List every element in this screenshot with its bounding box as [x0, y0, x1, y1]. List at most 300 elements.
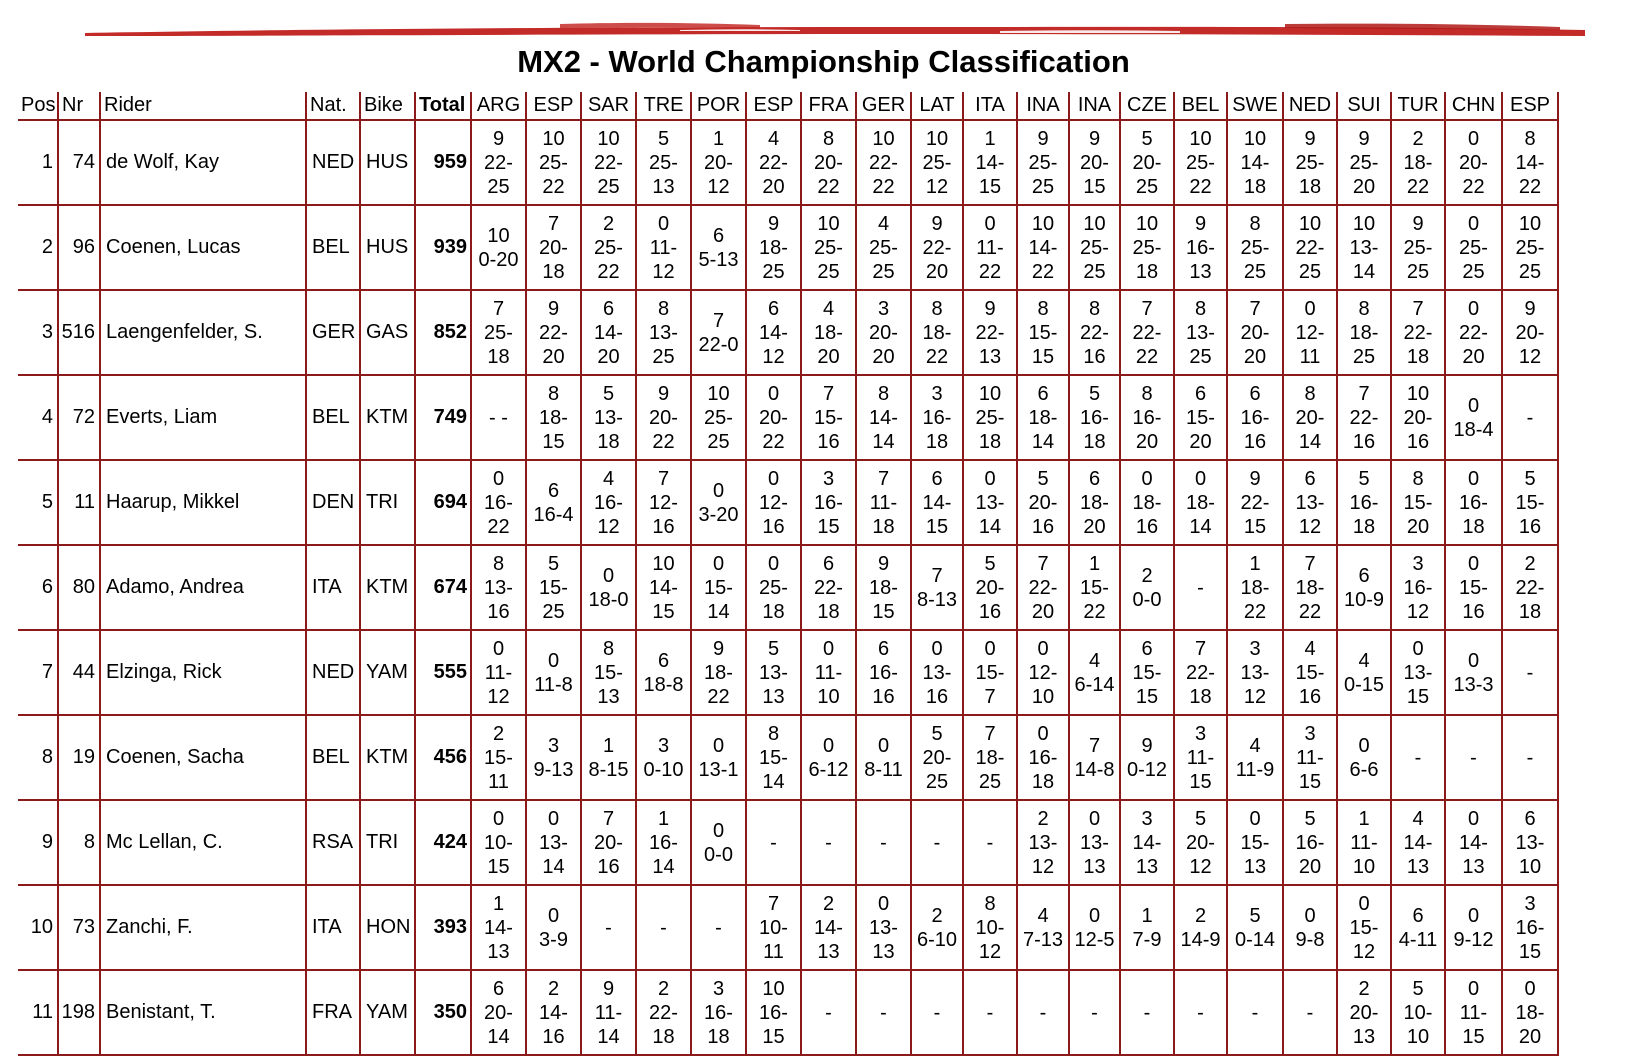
- race-result-line: 13-: [594, 406, 623, 429]
- nat-cell: FRA: [307, 971, 361, 1056]
- race-result-line: 0: [984, 212, 996, 235]
- race-result-cell: [1446, 376, 1503, 461]
- pos-cell: 7: [18, 631, 59, 716]
- race-result-line: 22: [978, 260, 1002, 283]
- race-result-line: 16: [487, 600, 510, 623]
- race-result-line: 13: [652, 175, 675, 198]
- race-result-line: 14: [872, 430, 895, 453]
- pos-cell: 5: [18, 461, 59, 546]
- race-result-cell: [802, 546, 857, 631]
- race-result-cell: [857, 716, 912, 801]
- race-result-line: 20-: [1186, 831, 1215, 854]
- race-result-line: 6: [602, 297, 615, 320]
- race-result-line: 14: [487, 1025, 510, 1048]
- race-result-cell: [802, 631, 857, 716]
- race-result-line: 20-: [1028, 491, 1058, 514]
- race-result-line: 15-: [704, 576, 733, 599]
- race-result-cell: [692, 716, 747, 801]
- race-result-line: 25-: [759, 576, 788, 599]
- nr-cell: 8: [59, 801, 101, 886]
- race-result-cell: [857, 886, 912, 971]
- race-result-cell: [912, 631, 964, 716]
- race-result-line: 13: [1406, 855, 1430, 878]
- race-result-line: 0: [1467, 904, 1480, 927]
- race-result-cell: [1018, 206, 1070, 291]
- race-result-cell: [472, 376, 527, 461]
- race-result-line: 8-15: [588, 758, 629, 781]
- race-result-line: 13-1: [698, 758, 739, 781]
- header-race-bel: BEL: [1175, 92, 1228, 121]
- race-result-cell: [1018, 886, 1070, 971]
- race-result-line: 25: [1462, 260, 1485, 283]
- race-result-cell: [637, 801, 692, 886]
- race-result-line: 25-: [484, 321, 513, 344]
- race-result-line: 20-: [484, 1001, 513, 1024]
- race-result-line: 18: [1189, 685, 1212, 708]
- pos-cell: 8: [18, 716, 59, 801]
- race-result-cell: [964, 886, 1018, 971]
- race-result-line: 4: [1304, 637, 1316, 660]
- race-result-line: 9: [931, 212, 943, 235]
- race-result-line: 9-12: [1453, 928, 1494, 951]
- header-race-esp: ESP: [527, 92, 582, 121]
- header-race-ina: INA: [1070, 92, 1121, 121]
- race-result-line: 0: [1358, 892, 1370, 915]
- header-race-swe: SWE: [1228, 92, 1284, 121]
- race-result-cell: [1446, 716, 1503, 801]
- race-result-line: 25-: [869, 236, 898, 259]
- race-result-cell: [637, 461, 692, 546]
- race-result-line: 16-: [1349, 491, 1379, 514]
- race-result-line: 15-: [759, 746, 788, 769]
- race-result-line: 14-: [594, 321, 623, 344]
- race-result-line: 22-: [1295, 236, 1325, 259]
- race-result-line: 10: [1189, 127, 1212, 150]
- race-result-line: 9: [877, 552, 890, 575]
- rider-cell: Mc Lellan, C.: [101, 801, 307, 886]
- race-result-cell: [802, 971, 857, 1056]
- race-result-line: 20: [1189, 430, 1212, 453]
- race-result-cell: [637, 631, 692, 716]
- race-result-cell: [1175, 631, 1228, 716]
- race-result-cell: [1503, 376, 1559, 461]
- race-result-cell: [1070, 631, 1121, 716]
- race-result-line: 12-: [649, 491, 678, 514]
- table-row: [18, 461, 1559, 546]
- race-result-cell: [527, 291, 582, 376]
- race-result-line: 16-: [1403, 576, 1433, 599]
- race-result-line: 20-: [869, 321, 898, 344]
- race-result-cell: [1446, 546, 1503, 631]
- race-result-line: 6: [1358, 564, 1370, 587]
- race-result-line: 20-: [975, 576, 1005, 599]
- race-result-line: 7: [984, 722, 996, 745]
- race-result-line: 15: [1135, 685, 1159, 708]
- race-result-line: 15-: [594, 661, 623, 684]
- race-result-line: 4: [877, 212, 890, 235]
- race-result-line: 22: [1298, 600, 1322, 623]
- race-result-cell: [472, 971, 527, 1056]
- race-result-line: 15-: [1349, 916, 1379, 939]
- race-result-line: 15: [1243, 515, 1267, 538]
- race-result-cell: [964, 801, 1018, 886]
- header-nr: Nr: [59, 92, 101, 121]
- race-result-line: 3: [1524, 892, 1536, 915]
- race-result-line: 5: [1088, 382, 1101, 405]
- race-result-line: 6: [1088, 467, 1101, 490]
- race-result-cell: [527, 376, 582, 461]
- race-result-line: 12: [1031, 855, 1055, 878]
- race-result-line: 5: [547, 552, 560, 575]
- race-result-line: 0: [1037, 722, 1049, 745]
- race-result-cell: [1503, 801, 1559, 886]
- race-result-line: 10: [1406, 1025, 1430, 1048]
- race-result-line: 25-: [1080, 236, 1109, 259]
- race-result-cell: [472, 121, 527, 206]
- race-result-line: 14-: [649, 576, 678, 599]
- race-result-line: 12: [1298, 515, 1322, 538]
- race-result-line: 10: [1031, 212, 1055, 235]
- race-result-cell: [582, 546, 637, 631]
- race-result-line: 15-: [539, 576, 568, 599]
- race-result-cell: [692, 376, 747, 461]
- race-result-line: 12-: [759, 491, 788, 514]
- race-result-line: 5: [602, 382, 615, 405]
- total-cell: 674: [416, 546, 472, 631]
- race-result-line: 9: [547, 297, 560, 320]
- race-result-cell: [802, 291, 857, 376]
- race-result-line: 13-: [759, 661, 788, 684]
- race-result-cell: [692, 546, 747, 631]
- race-result-line: 0: [1088, 904, 1101, 927]
- race-result-cell: [1175, 886, 1228, 971]
- race-result-line: 10: [925, 127, 949, 150]
- race-result-line: 14: [1298, 430, 1322, 453]
- race-result-line: 15: [1189, 770, 1212, 793]
- race-result-cell: [1228, 886, 1284, 971]
- race-result-line: 1: [492, 892, 505, 915]
- race-result-line: 13-: [539, 831, 568, 854]
- race-result-line: 25-: [1295, 151, 1325, 174]
- race-result-line: 9: [1524, 297, 1536, 320]
- race-result-line: 6: [1304, 467, 1316, 490]
- bike-cell: HON: [361, 886, 416, 971]
- race-result-line: 18-: [1080, 491, 1109, 514]
- race-result-cell: [1228, 631, 1284, 716]
- race-result-line: 25: [542, 600, 565, 623]
- race-result-line: 22-: [1459, 321, 1488, 344]
- race-result-line: 16: [1352, 430, 1376, 453]
- race-result-line: 25: [1243, 260, 1267, 283]
- race-result-cell: [912, 461, 964, 546]
- race-result-line: -: [880, 1001, 887, 1024]
- table-row: [18, 376, 1559, 461]
- race-result-line: 14-9: [1180, 928, 1221, 951]
- race-result-line: 14-8: [1074, 758, 1115, 781]
- table-row: [18, 206, 1559, 291]
- race-result-line: 20: [762, 175, 785, 198]
- race-result-cell: [1018, 121, 1070, 206]
- race-result-line: 5: [767, 637, 780, 660]
- race-result-cell: [1070, 291, 1121, 376]
- race-result-cell: [1338, 971, 1392, 1056]
- race-result-line: 22-: [1080, 321, 1109, 344]
- race-result-cell: [1503, 971, 1559, 1056]
- race-result-line: 0: [877, 734, 890, 757]
- race-result-line: 4: [822, 297, 835, 320]
- race-result-cell: [582, 121, 637, 206]
- race-result-line: 8: [822, 127, 835, 150]
- race-result-line: 14-: [539, 1001, 568, 1024]
- race-result-line: 0: [1467, 467, 1480, 490]
- race-result-line: 10: [1518, 855, 1542, 878]
- race-result-line: 7: [1194, 637, 1207, 660]
- race-result-line: 1: [712, 127, 725, 150]
- race-result-line: 7: [602, 807, 615, 830]
- race-result-cell: [912, 206, 964, 291]
- race-result-line: 14: [1352, 260, 1376, 283]
- race-result-line: 3: [822, 467, 835, 490]
- race-result-line: 5-13: [698, 248, 739, 271]
- race-result-line: 8: [767, 722, 780, 745]
- race-result-line: 0: [1524, 977, 1536, 1000]
- race-result-line: 16-: [1028, 746, 1058, 769]
- race-result-cell: [527, 716, 582, 801]
- rider-cell: Laengenfelder, S.: [101, 291, 307, 376]
- race-result-line: 13: [1189, 260, 1212, 283]
- race-result-line: 16-: [649, 831, 678, 854]
- pos-cell: 11: [18, 971, 59, 1056]
- race-result-line: 3: [547, 734, 560, 757]
- race-result-line: 10: [1031, 685, 1055, 708]
- race-result-cell: [1121, 801, 1175, 886]
- race-result-line: 7: [822, 382, 835, 405]
- race-result-line: 14: [652, 855, 675, 878]
- race-result-line: 13: [597, 685, 620, 708]
- race-result-line: 22: [872, 175, 895, 198]
- race-result-line: 2: [1037, 807, 1049, 830]
- race-result-cell: [472, 546, 527, 631]
- race-result-cell: [1338, 206, 1392, 291]
- race-result-line: 0: [877, 892, 890, 915]
- race-result-line: 2: [1141, 564, 1153, 587]
- race-result-line: 3-20: [698, 503, 739, 526]
- race-result-cell: [1175, 121, 1228, 206]
- race-result-cell: [472, 801, 527, 886]
- pos-cell: 4: [18, 376, 59, 461]
- race-result-line: 18: [762, 600, 785, 623]
- race-result-line: 1: [602, 734, 615, 757]
- race-result-line: 11: [488, 770, 509, 793]
- race-result-line: -: [933, 831, 941, 854]
- race-result-cell: [1392, 546, 1446, 631]
- race-result-cell: [1175, 801, 1228, 886]
- race-result-line: 25: [872, 260, 895, 283]
- race-result-line: -: [660, 916, 667, 939]
- race-result-cell: [1121, 376, 1175, 461]
- race-result-line: 8: [1088, 297, 1101, 320]
- race-result-cell: [1121, 971, 1175, 1056]
- race-result-line: 18-: [975, 746, 1005, 769]
- race-result-cell: [1175, 971, 1228, 1056]
- race-result-line: 7: [1249, 297, 1261, 320]
- race-result-line: -: [1470, 746, 1477, 769]
- table-row: [18, 121, 1559, 206]
- header-race-tre: TRE: [637, 92, 692, 121]
- race-result-cell: [1018, 716, 1070, 801]
- race-result-line: 9: [1249, 467, 1261, 490]
- race-result-line: -: [1306, 1001, 1314, 1024]
- race-result-line: 18-: [539, 406, 568, 429]
- race-result-line: -: [1039, 1001, 1047, 1024]
- race-result-line: 10: [1406, 382, 1430, 405]
- race-result-cell: [1503, 886, 1559, 971]
- race-result-line: 20: [1243, 345, 1267, 368]
- bike-cell: HUS: [361, 121, 416, 206]
- table-row: [18, 546, 1559, 631]
- race-result-line: 15-: [1295, 661, 1325, 684]
- race-result-line: 12: [597, 515, 620, 538]
- race-result-line: 14: [978, 515, 1002, 538]
- race-result-line: 12-: [1028, 661, 1058, 684]
- race-result-line: 3: [877, 297, 890, 320]
- total-cell: 939: [416, 206, 472, 291]
- race-result-line: 10: [978, 382, 1002, 405]
- race-result-line: 0: [1467, 807, 1480, 830]
- race-result-cell: [472, 291, 527, 376]
- pos-cell: 10: [18, 886, 59, 971]
- race-result-line: 18-: [1515, 1001, 1545, 1024]
- race-result-line: 16: [1135, 515, 1159, 538]
- race-result-line: 2: [1358, 977, 1370, 1000]
- table-row: [18, 971, 1559, 1056]
- race-result-line: 15-: [1080, 576, 1109, 599]
- race-result-cell: [964, 291, 1018, 376]
- race-result-cell: [1284, 801, 1338, 886]
- race-result-line: 0: [1467, 977, 1480, 1000]
- race-result-line: 20: [1352, 175, 1376, 198]
- race-result-line: 12: [1243, 685, 1267, 708]
- race-result-cell: [637, 376, 692, 461]
- race-result-line: 22: [597, 260, 620, 283]
- bike-cell: YAM: [361, 631, 416, 716]
- race-result-cell: [857, 291, 912, 376]
- race-result-line: 7-13: [1022, 928, 1064, 951]
- bike-cell: TRI: [361, 461, 416, 546]
- race-result-line: 25-: [1028, 151, 1058, 174]
- race-result-line: 6: [1037, 382, 1049, 405]
- race-result-cell: [1121, 461, 1175, 546]
- race-result-line: 13: [487, 940, 510, 963]
- race-result-line: 10: [1083, 212, 1106, 235]
- race-result-line: 15: [1406, 685, 1430, 708]
- race-result-line: 3: [657, 734, 670, 757]
- race-result-cell: [964, 546, 1018, 631]
- race-result-line: 13-: [922, 661, 952, 684]
- race-result-line: 18-0: [588, 588, 629, 611]
- race-result-cell: [1175, 546, 1228, 631]
- race-result-line: 14-: [1403, 831, 1433, 854]
- race-result-line: 18: [707, 1025, 730, 1048]
- race-result-line: 18: [1031, 770, 1055, 793]
- race-result-line: 18-: [1403, 151, 1433, 174]
- race-result-line: 13: [872, 940, 895, 963]
- race-result-cell: [472, 461, 527, 546]
- race-result-line: 9: [1088, 127, 1101, 150]
- nat-cell: BEL: [307, 716, 361, 801]
- race-result-cell: [802, 716, 857, 801]
- total-cell: 749: [416, 376, 472, 461]
- race-result-cell: [637, 971, 692, 1056]
- race-result-line: 13: [978, 345, 1002, 368]
- race-result-line: 11-: [814, 661, 843, 684]
- race-result-line: 18-: [814, 321, 843, 344]
- total-cell: 555: [416, 631, 472, 716]
- bike-cell: GAS: [361, 291, 416, 376]
- race-result-line: 20-: [704, 151, 733, 174]
- race-result-line: 8-11: [864, 758, 903, 781]
- header-race-esp: ESP: [747, 92, 802, 121]
- race-result-line: 2: [657, 977, 670, 1000]
- bike-cell: KTM: [361, 546, 416, 631]
- race-result-line: 10: [487, 224, 510, 247]
- race-result-line: 12: [1352, 940, 1376, 963]
- total-cell: 959: [416, 121, 472, 206]
- race-result-line: 2: [931, 904, 943, 927]
- race-result-line: 5: [1524, 467, 1536, 490]
- race-result-line: 20: [1298, 855, 1322, 878]
- race-result-cell: [1121, 206, 1175, 291]
- race-result-line: 18: [1083, 430, 1106, 453]
- race-result-line: 10: [817, 212, 840, 235]
- race-result-line: 10: [1135, 212, 1159, 235]
- race-result-cell: [1018, 631, 1070, 716]
- race-result-cell: [637, 546, 692, 631]
- race-result-cell: [802, 886, 857, 971]
- race-result-cell: [1284, 971, 1338, 1056]
- race-result-line: 18-: [869, 576, 898, 599]
- race-result-line: 16: [1462, 600, 1485, 623]
- race-result-line: 16-: [1186, 236, 1215, 259]
- race-result-line: 3: [1249, 637, 1261, 660]
- race-result-line: 10: [707, 382, 730, 405]
- race-result-cell: [582, 376, 637, 461]
- race-result-line: -: [1197, 576, 1204, 599]
- race-result-cell: [1446, 886, 1503, 971]
- race-result-line: 22: [1518, 175, 1542, 198]
- race-result-line: 18-: [1186, 491, 1215, 514]
- race-result-line: -: [1197, 1001, 1204, 1024]
- race-result-line: 11-8: [534, 673, 573, 696]
- race-result-line: -: [1526, 746, 1534, 769]
- race-result-cell: [1338, 546, 1392, 631]
- rider-cell: Zanchi, F.: [101, 886, 307, 971]
- race-result-line: 25: [1406, 260, 1430, 283]
- bike-cell: KTM: [361, 376, 416, 461]
- race-result-cell: [747, 886, 802, 971]
- race-result-line: 12: [1518, 345, 1542, 368]
- race-result-line: 15-: [1459, 576, 1488, 599]
- race-result-line: 25: [1135, 175, 1159, 198]
- race-result-line: 7: [547, 212, 560, 235]
- race-result-line: 1: [1141, 904, 1153, 927]
- race-result-line: 8-13: [916, 588, 958, 611]
- race-result-cell: [1228, 971, 1284, 1056]
- header-race-cze: CZE: [1121, 92, 1175, 121]
- header-bike: Bike: [361, 92, 416, 121]
- race-result-line: 10: [542, 127, 565, 150]
- race-result-line: 20-: [1295, 406, 1325, 429]
